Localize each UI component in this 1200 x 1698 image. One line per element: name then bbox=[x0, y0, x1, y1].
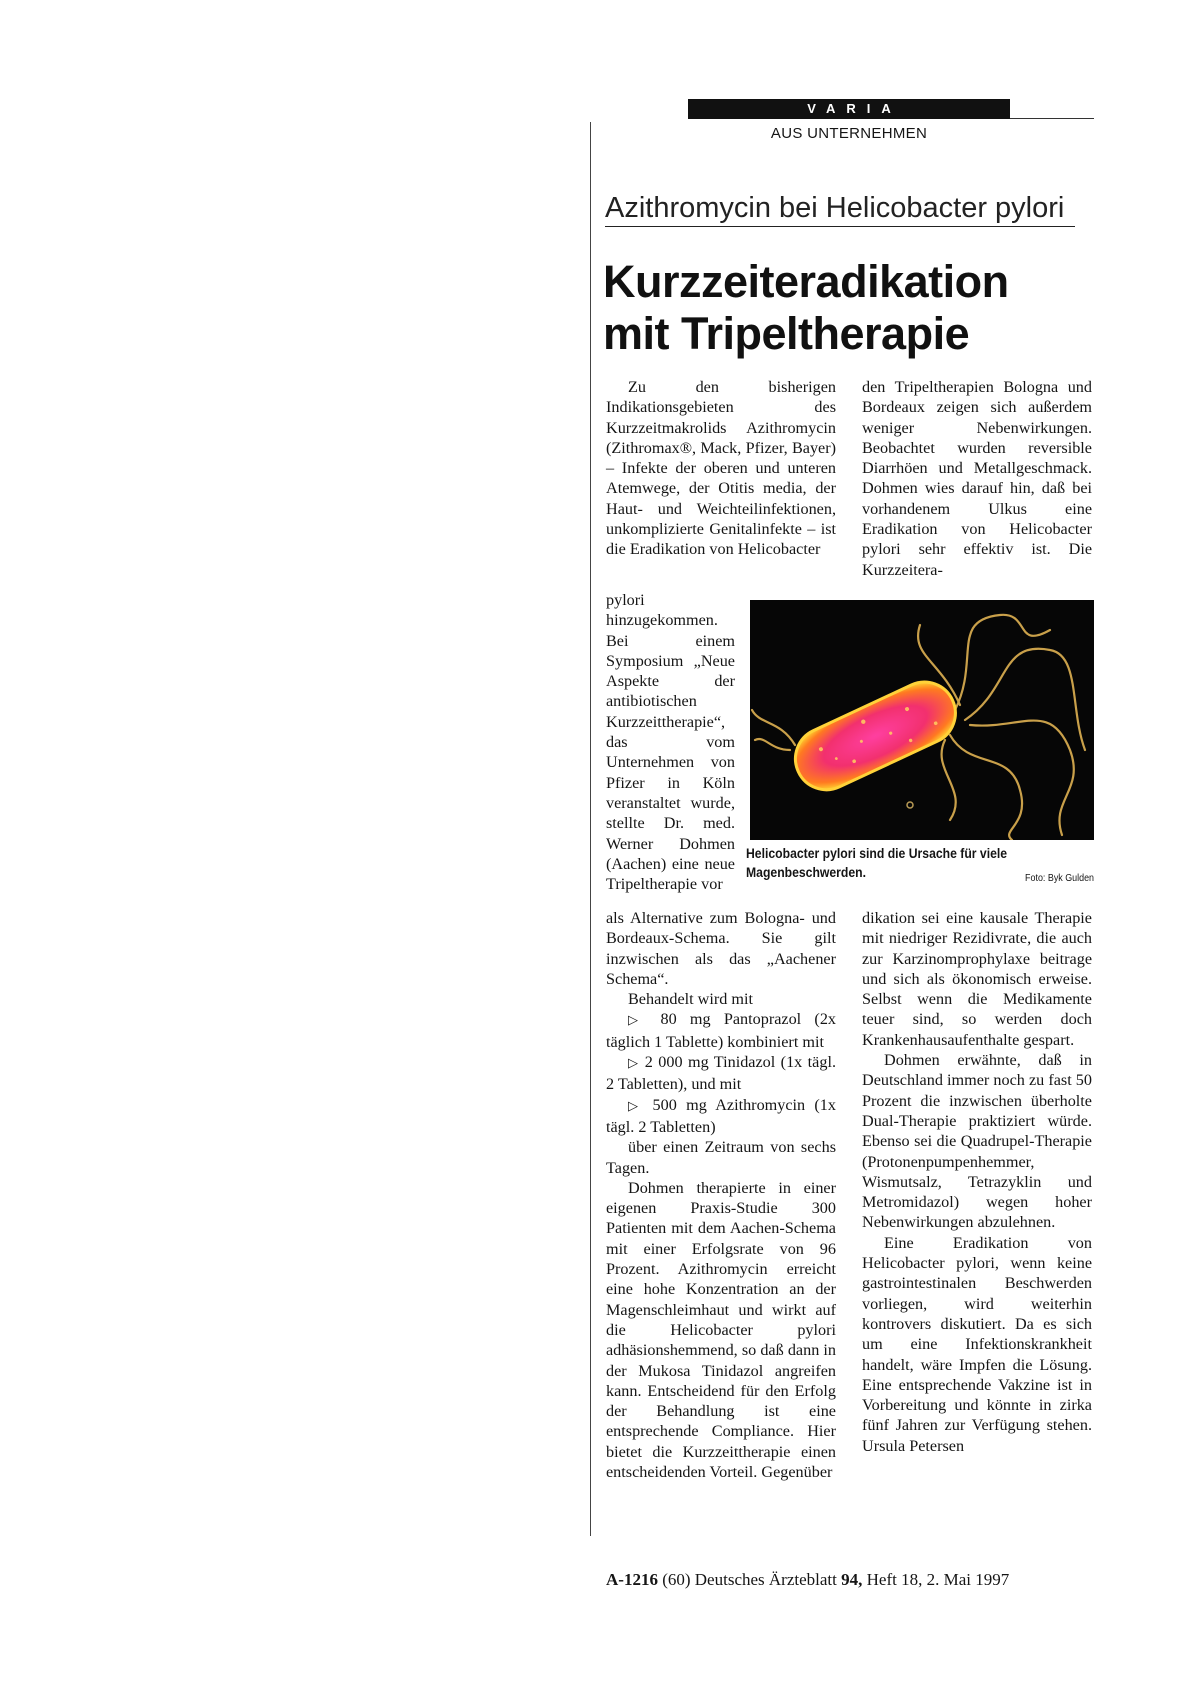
dosage-item bbox=[606, 1095, 836, 1138]
column-2-top bbox=[862, 377, 1092, 580]
dosage-text: 500 mg Azithromycin (1x tägl. 2 Tabletten) bbox=[606, 1095, 836, 1136]
paragraph: dikation sei eine kausale Therapie mit niedriger Rezidivrate, die auch zur Karzinomprophylaxe beitrage und sich als ökonomisch erweise. Selbst wenn die Medikamente teuer sind, so werden doch Krankenhausaufenthalte gespart. bbox=[862, 909, 1092, 1049]
issue-info: Heft 18, 2. Mai 1997 bbox=[866, 1570, 1010, 1589]
figure-caption: Helicobacter pylori sind die Ursache für viele Magenbeschwerden. bbox=[746, 846, 1008, 881]
paragraph: den Tripeltherapien Bologna und Bordeaux zeigen sich außerdem weniger Nebenwirkungen. Beobachtet wurden reversible Diarrhöen und Metallgeschmack. Dohmen wies darauf hin, daß bei vorhandenem Ulkus eine Eradikation von Helicobacter pylori sehr effektiv ist. Die Kurzzeitera- bbox=[862, 378, 1092, 579]
paragraph: Dohmen erwähnte, daß in Deutschland immer noch zu fast 50 Prozent die inzwischen überholte Dual-Therapie praktiziert würde. Ebenso sei die Quadrupel-Therapie (Protonenpumpenhemmer, Wismutsalz, Tetrazyklin und Metromidazol) wegen hoher Nebenwirkungen abzulehnen. bbox=[862, 1051, 1092, 1232]
paragraph: pylori hinzugekommen. Bei einem Symposium „Neue Aspekte der antibiotischen Kurzzeittherapie“, das vom Unternehmen von Pfizer in Köln veranstaltet wurde, stellte Dr. med. Werner Dohmen (Aachen) eine neue Tripeltherapie vor bbox=[606, 591, 735, 894]
helicobacter-photo bbox=[750, 600, 1094, 840]
paragraph: über einen Zeitraum von sechs Tagen. bbox=[606, 1138, 836, 1177]
dosage-item bbox=[606, 1052, 836, 1095]
paragraph: als Alternative zum Bologna- und Bordeaux-Schema. Sie gilt inzwischen als das „Aachener Schema“. bbox=[606, 909, 836, 988]
author-byline: Ursula Petersen bbox=[862, 1436, 965, 1455]
paragraph-text: Eine Eradikation von Helicobacter pylori, wenn keine gastrointestinalen Beschwerden vorliegen, wird weiterhin kontrovers diskutiert. Da es sich um eine Infektionskrankheit handelt, wäre Impfen die Lösung. Eine entsprechende Vakzine ist in Vorbereitung und könnte in zirka fünf Jahren zur Verfügung stehen. bbox=[862, 1233, 1092, 1435]
dosage-text: 2 000 mg Tinidazol (1x tägl. 2 Tabletten), und mit bbox=[606, 1053, 836, 1094]
page-number-paren: (60) bbox=[662, 1570, 691, 1589]
paragraph: Dohmen therapierte in einer eigenen Praxis-Studie 300 Patienten mit dem Aachen-Schema mit einer Erfolgsrate von 96 Prozent. Azithromycin erreicht eine hohe Konzentration an der Magenschleimhaut und wirkt auf die Helicobacter pylori adhäsionshemmend, so daß dann in der Mukosa Tinidazol angreifen kann. Entscheidend für den Erfolg der Behandlung ist eine entsprechende Compliance. Hier bietet die Kurzzeittherapie einen entscheidenden Vorteil. Gegenüber bbox=[606, 1178, 836, 1482]
article-kicker: Azithromycin bei Helicobacter pylori bbox=[605, 192, 1075, 227]
column-2-bottom bbox=[862, 908, 1092, 1456]
column-rule bbox=[590, 122, 591, 1536]
column-1-top bbox=[606, 377, 836, 560]
subsection-label: AUS UNTERNEHMEN bbox=[770, 125, 928, 142]
column-1-narrow bbox=[606, 590, 735, 894]
column-1-bottom bbox=[606, 908, 836, 1482]
article-headline bbox=[603, 256, 1103, 360]
bacterium-illustration bbox=[750, 600, 1094, 840]
dosage-text: 80 mg Pantoprazol (2x täglich 1 Tablette) kombiniert mit bbox=[606, 1010, 837, 1051]
paragraph: Behandelt wird mit bbox=[628, 990, 753, 1009]
section-bar: VARIA bbox=[688, 99, 1010, 119]
headline-line-1: Kurzzeiteradikation bbox=[603, 256, 1009, 307]
triangle-bullet-icon: ▷ bbox=[628, 1013, 648, 1029]
paragraph bbox=[862, 1233, 1092, 1456]
section-bar-rule bbox=[1010, 118, 1094, 119]
page-number: A-1216 bbox=[606, 1570, 658, 1589]
volume-number: 94, bbox=[841, 1570, 863, 1589]
triangle-bullet-icon: ▷ bbox=[628, 1098, 644, 1114]
photo-credit: Foto: Byk Gulden bbox=[1025, 872, 1094, 884]
dosage-item bbox=[606, 1009, 836, 1052]
headline-line-2: mit Tripeltherapie bbox=[603, 308, 970, 359]
paragraph: Zu den bisherigen Indikationsgebieten des Kurzzeitmakrolids Azithromycin (Zithromax®, Mack, Pfizer, Bayer) – Infekte der oberen und unteren Atemwege, der Otitis media, der Haut- und Weichteilinfektionen, unkomplizierte Genitalinfekte – ist die Eradikation von Helicobacter bbox=[606, 378, 836, 559]
journal-name: Deutsches Ärzteblatt bbox=[694, 1570, 837, 1589]
page-footer bbox=[606, 1570, 1009, 1590]
triangle-bullet-icon: ▷ bbox=[628, 1056, 640, 1072]
